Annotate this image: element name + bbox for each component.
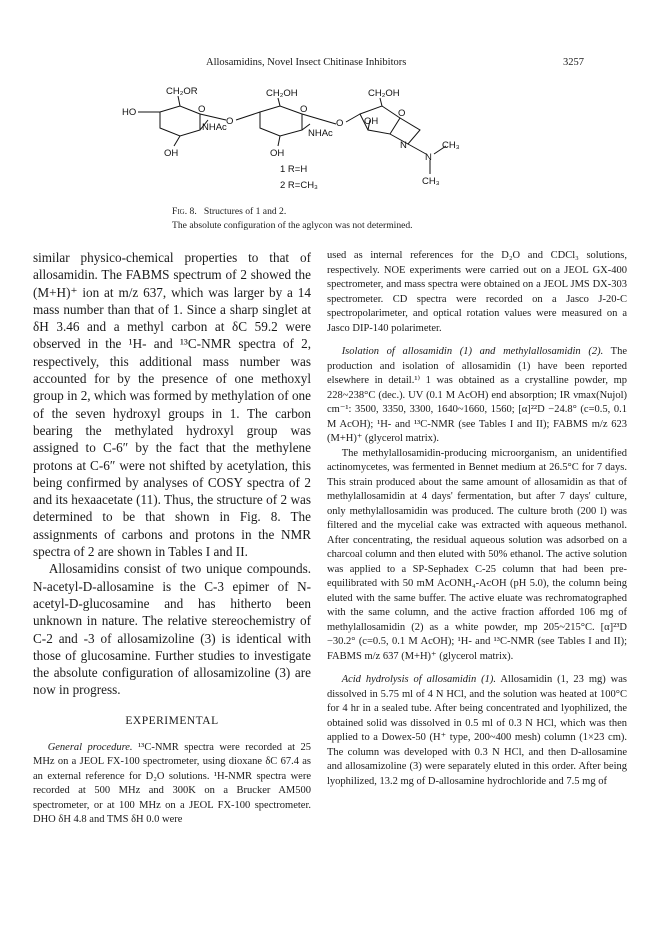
label-ch2oh-2: CH₂OH [368,88,400,99]
label-nhac-1: NHAc [202,122,227,133]
ch2oh-1-bond [278,98,280,106]
label-ch3-bottom: CH₃ [422,176,440,187]
isolation-text: The production and isolation of allosamidin (1) have been reported elsewhere in detail.¹⁾ 1 was obtained as a crystalline powder, mp 228~238°C (dec.). UV (0.1 M AcOH) end absorption; IR νmax(Nujol) cm⁻¹: 3500, 3350, 3300, 1640~1660, 1560; [α]²²D −24.8° (c=0.5, 0.1 M AcOH); ¹H- and ¹³C-NMR (see Tables I and II); FABMS m/z 623 (M+H)⁺ (glycerol matrix). [327,346,628,444]
acid-hydrolysis-paragraph [327,673,627,789]
acid-hydrolysis-lead: Acid hydrolysis of allosamidin (1). [341,674,496,685]
left-paragraph-2: Allosamidins consist of two unique compounds. N-acetyl-D-allosamine is the C-3 epimer of N-acetyl-D-glucosamine and has hitherto been unknown in nature. The relative stereochemistry of C-2 and -3 of allosamizoline (3) is identical with those of glucosamine. Further studies to investigate the absolute configuration of allosamizoline (3) are now in progress. [33,561,311,698]
label-compound-2: 2 R=CH₃ [280,180,318,191]
right-paragraph-1: used as internal references for the D₂O and CDCl₃ solutions, respectively. NOE experiments were carried out on a JEOL GX-400 spectrometer, and mass spectra were obtained on a JEOL JMS DX-303 spectrometer. CD spectra were recorded on a Jasco J-20-C spectropolarimeter, and optical rotation values were measured on a Jasco DIP-140 polarimeter. [327,250,627,334]
label-oh-3: OH [364,116,379,127]
label-ch2or: CH₂OR [166,86,198,97]
isolation-lead: Isolation of allosamidin (1) and methylallosamidin (2). [341,346,604,357]
label-o-link-2: O [336,118,344,129]
label-o-link-1: O [226,116,234,127]
link-2-bond-b [346,114,360,122]
running-head-title: Allosamidins, Novel Insect Chitinase Inhibitors [206,57,407,68]
caption-text-1: Structures of 1 and 2. [203,206,287,217]
general-procedure-text: ¹³C-NMR spectra were recorded at 25 MHz on a JEOL FX-100 spectrometer, using dioxane δC 67.4 as an external reference for D₂O solutions. ¹H-NMR spectra were recorded at 500 MHz and 300K on a Brucker AM500 spectrometer, or at 100 MHz on a JEOL FX-100 spectrometer. DHO δH 4.8 and TMS δH 0.0 were [33,741,311,826]
general-procedure-paragraph [33,741,311,828]
figure-caption [172,205,552,233]
ring-1-bonds [160,106,200,136]
left-column [33,249,311,828]
ring-2-bonds [260,106,302,136]
acid-hydrolysis-text: Allosamidin (1, 23 mg) was dissolved in 5.75 ml of 4 N HCl, and the solution was heated at 100°C for 4 hr in a sealed tube. After being concentrated and lyophilized, the obtained solid was dissolved in 0.5 ml of 0.3 N HCl, which was then applied to a Dowex-50 (H⁺ type, 200~400 mesh) column (1×23 cm). The column was developed with 0.3 N HCl, and then D-allosamine and allosamizoline (3) were separately eluted in this order. After being lyophilized, 13.2 mg of D-allosamine hydrochloride and 7.5 mg of [327,674,628,787]
page-number: 3257 [563,57,584,68]
running-head [0,57,657,73]
oh-1-bond [174,136,180,146]
label-o-ring-2: O [300,104,308,115]
structure-diagram [120,84,530,202]
label-compound-1: 1 R=H [280,164,308,175]
caption-text-2: The absolute configuration of the aglycon was not determined. [172,220,413,231]
section-heading: EXPERIMENTAL [125,714,219,727]
label-o-ring-3: O [398,108,406,119]
amine-bond [408,144,426,154]
label-oh-2: OH [270,148,285,159]
label-ch2oh-1: CH₂OH [266,88,298,99]
label-n-ring: N [400,140,407,151]
ch2oh-2-bond [380,98,382,106]
isolation-paragraph [327,345,627,447]
caption-line-1 [172,205,552,219]
caption-label: Fig. 8. [172,206,197,217]
label-n-amine: N [425,152,432,163]
oh-2-bond [278,136,280,146]
link-1-bond-b [236,112,260,120]
left-paragraph-1: similar physico-chemical properties to that of allosamidin. The FABMS spectrum of 2 showed the (M+H)⁺ ion at m/z 637, which was larger by a 14 mass number than that of 1. Since a sharp singlet at δH 3.46 and a methyl carbon at δC 59.2 were observed in the ¹H- and ¹³C-NMR spectra of 2, respectively, this additional mass number was accounted for by the presence of one methoxyl group in 2, which was formed by methylation of one of the seven hydroxyl groups in 1. The carbon bearing the methylated hydroxyl group was assigned to C-6″ by the fact that the methylene protons at C-6″ were not shifted by acetylation, this being confirmed by analyses of COSY spectra of 2 and its hexaacetate (11). Thus, the structure of 2 was determined to be that shown in Fig. 8. The assignments of carbons and protons in the NMR spectra of 2 are shown in Tables I and II. [33,250,311,560]
right-paragraph-3: The methylallosamidin-producing microorganism, an unidentified actinomycetes, was fermented in Bennet medium at 26.5°C for 7 days. This strain produced about the same amount of allosamidin as that of methylallosamidin at 4 days' fermentation, but after 7 days' culture, only methylallosamidin was produced. The culture broth (200 l) was filtered and the mycelial cake was extracted with aqueous methanol. After concentrating, the residual aqueous solution was adsorbed on a charcoal column and then eluted with 50% ethanol. The active solution was applied to a SP-Sephadex C-25 column that had been pre-equilibrated with 50 mM AcONH₄-AcOH (pH 5.0), the column being eluted with the same buffer. The active eluate was rechromatographed with the same column, and the active fraction afforded 106 mg of methylallosamidin (2) as a white powder, mp 205~215°C. [α]²³D −30.2° (c=0.5, 0.1 M AcOH); ¹H- and ¹³C-NMR (see Tables I and II); FABMS m/z 637 (M+H)⁺ (glycerol matrix). [327,447,627,662]
ch2or-bond [178,96,180,106]
right-column [327,249,627,789]
link-2-bond-a [302,114,336,124]
label-nhac-2: NHAc [308,128,333,139]
label-oh-1: OH [164,148,179,159]
general-procedure-lead: General procedure. [47,741,133,753]
label-o-ring-1: O [198,104,206,115]
label-ho: HO [122,107,137,118]
structure-figure [120,84,530,202]
label-ch3-top: CH₃ [442,140,460,151]
